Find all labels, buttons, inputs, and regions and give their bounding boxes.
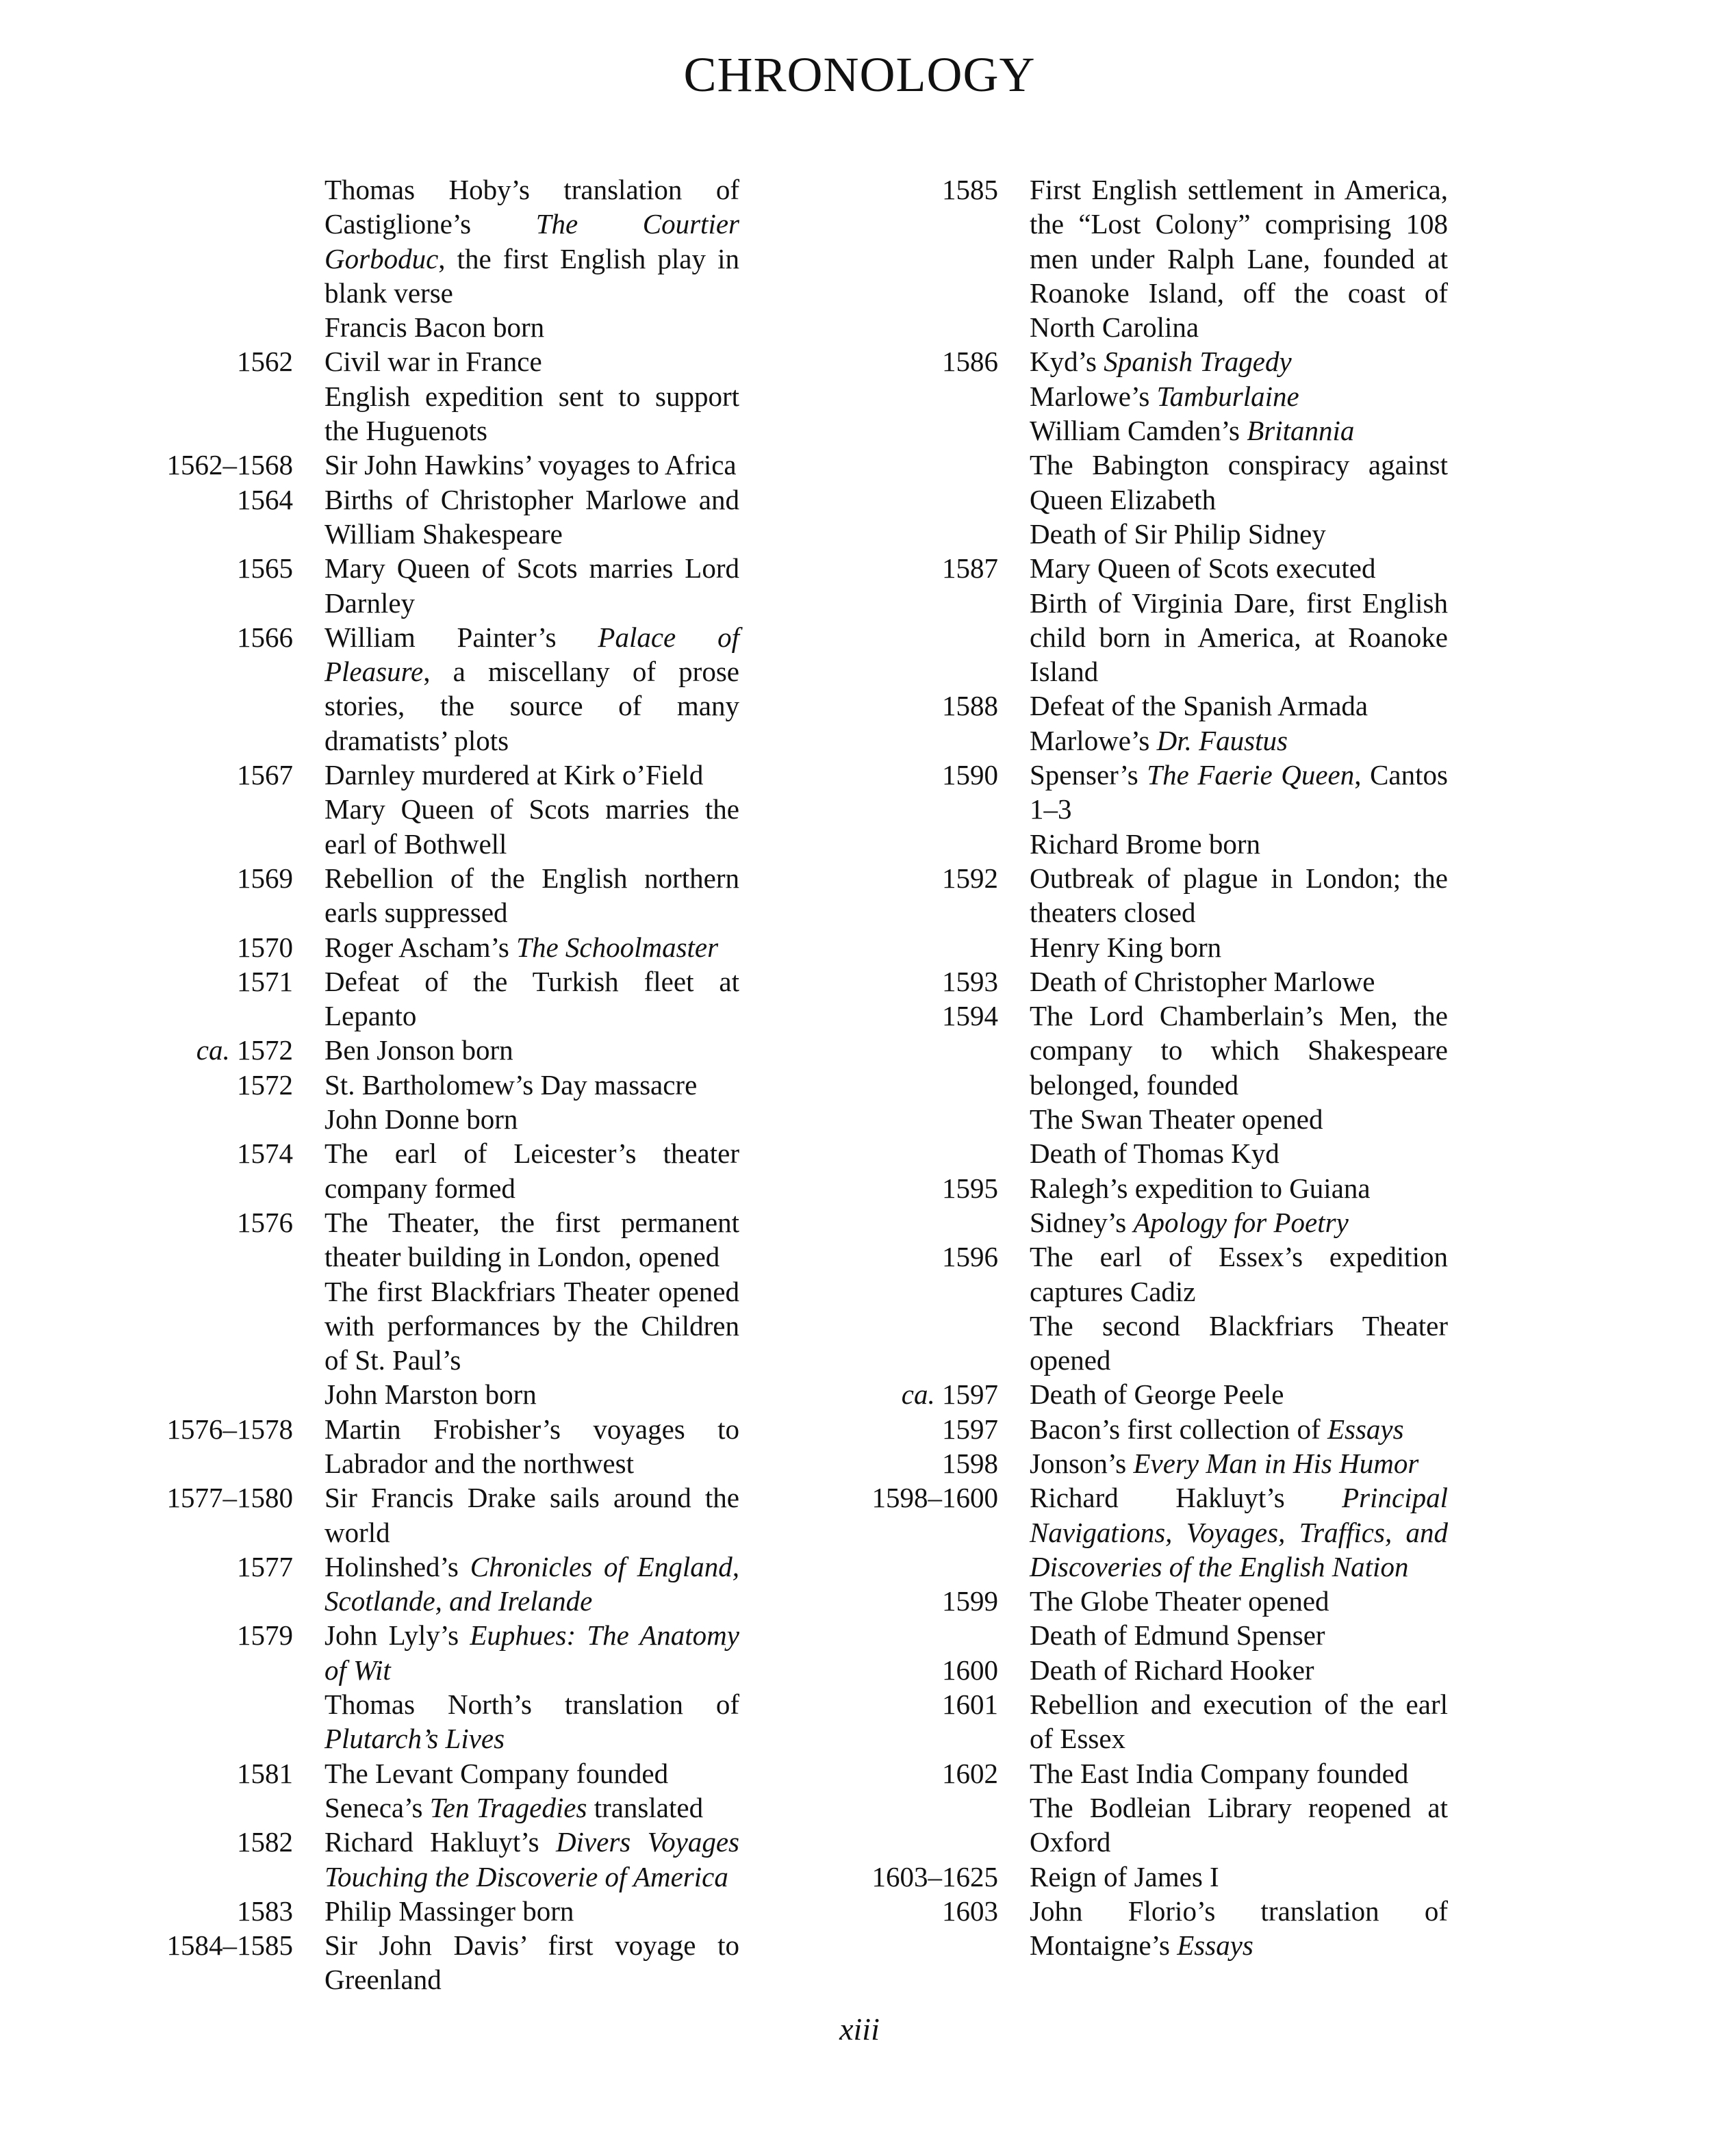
entry-year — [137, 1687, 293, 1756]
year-text: 1577–1580 — [166, 1482, 293, 1514]
entry-event: Civil war in France — [324, 346, 542, 378]
entry-event: Mary Queen of Scots marries Lord Darnley — [324, 552, 739, 619]
chronology-entry — [137, 1894, 739, 1928]
entry-year — [137, 1756, 293, 1791]
chronology-entry — [842, 551, 1448, 585]
entry-event: Bacon’s first collection of Essays — [1030, 1413, 1404, 1445]
entry-event: Mary Queen of Scots marries the earl of Bothwell — [324, 793, 739, 860]
year-text: 1574 — [237, 1138, 293, 1170]
entry-event: The Swan Theater opened — [1030, 1103, 1323, 1135]
entry-year — [842, 1687, 998, 1756]
entry-year — [842, 1756, 998, 1791]
year-text: 1562 — [237, 346, 293, 378]
entry-year — [137, 1033, 293, 1067]
year-text: 1576–1578 — [166, 1413, 293, 1445]
entry-year — [842, 723, 998, 758]
entry-event: William Camden’s Britannia — [1030, 415, 1355, 447]
entry-year — [137, 1825, 293, 1894]
entry-event: St. Bartholomew’s Day massacre — [324, 1068, 698, 1101]
chronology-entry — [842, 689, 1448, 723]
chronology-entry — [842, 1171, 1448, 1205]
year-text: 1586 — [942, 346, 998, 378]
entry-event: The East India Company founded — [1030, 1757, 1409, 1789]
entry-year — [842, 689, 998, 723]
year-text: 1598–1600 — [871, 1482, 998, 1514]
entry-year — [842, 1412, 998, 1446]
entry-year — [842, 1309, 998, 1378]
year-text: 1593 — [942, 965, 998, 997]
year-text: 1579 — [237, 1619, 293, 1652]
entry-event: John Donne born — [324, 1103, 518, 1135]
year-text: 1576 — [237, 1206, 293, 1238]
entry-year — [842, 1240, 998, 1309]
entry-year — [137, 1618, 293, 1687]
entry-event: The Theater, the first permanent theater building in London, opened — [324, 1206, 739, 1273]
entry-event: English expedition sent to support the Huguenots — [324, 380, 739, 447]
entry-year — [137, 620, 293, 758]
chronology-entry — [137, 448, 739, 482]
entry-year — [842, 1653, 998, 1687]
entry-event: Thomas North’s translation of Plutarch’s Lives — [324, 1689, 739, 1755]
entry-year — [842, 1446, 998, 1480]
entry-year — [842, 1102, 998, 1136]
entry-year — [842, 827, 998, 861]
entry-year — [137, 1102, 293, 1136]
year-text: 1572 — [237, 1068, 293, 1101]
entry-event: Ben Jonson born — [324, 1034, 513, 1066]
chronology-entry — [137, 792, 739, 861]
chronology-entry — [842, 413, 1448, 448]
entry-event: William Painter’s Palace of Pleasure, a miscellany of prose stories, the source of many dramatists’ plots — [324, 621, 739, 756]
year-text: 1569 — [237, 862, 293, 894]
chronology-left-column — [137, 172, 739, 1997]
entry-event: First English settlement in America, the “Lost Colony” comprising 108 men under Ralph Lane, founded at Roanoke Island, off the coast of North Carolina — [1030, 174, 1448, 344]
year-text: 1585 — [942, 174, 998, 205]
entry-year — [137, 964, 293, 1034]
entry-event: The first Blackfriars Theater opened with performances by the Children of St. Paul’s — [324, 1275, 739, 1376]
entry-year — [137, 1550, 293, 1619]
entry-event: The Lord Chamberlain’s Men, the company to which Shakespeare belonged, founded — [1030, 1000, 1448, 1101]
entry-year — [842, 517, 998, 551]
entry-year — [842, 379, 998, 413]
entry-event: Sir John Hawkins’ voyages to Africa — [324, 449, 737, 481]
year-text: 1566 — [237, 621, 293, 653]
chronology-entry — [842, 999, 1448, 1102]
year-text: 1596 — [942, 1241, 998, 1273]
year-text: 1581 — [237, 1757, 293, 1789]
year-text: 1592 — [942, 862, 998, 894]
entry-event: The earl of Essex’s expedition captures Cadiz — [1030, 1241, 1448, 1307]
chronology-entry — [842, 1205, 1448, 1240]
chronology-entry — [137, 1756, 739, 1791]
chronology-entry — [137, 551, 739, 620]
entry-year — [137, 310, 293, 344]
chronology-entry — [842, 1377, 1448, 1411]
chronology-entry — [842, 1653, 1448, 1687]
entry-year — [137, 1894, 293, 1928]
year-text: 1572 — [229, 1034, 293, 1066]
chronology-entry — [137, 1205, 739, 1274]
chronology-entry — [137, 1412, 739, 1481]
chronology-entry — [137, 1377, 739, 1411]
entry-event: Death of Edmund Spenser — [1030, 1619, 1325, 1652]
entry-year — [137, 930, 293, 964]
chronology-entry — [137, 1928, 739, 1997]
chronology-entry — [842, 1412, 1448, 1446]
entry-event: Rebellion of the English northern earls suppressed — [324, 862, 739, 929]
entry-event: John Lyly’s Euphues: The Anatomy of Wit — [324, 1619, 739, 1686]
chronology-entry — [137, 758, 739, 792]
chronology-entry — [137, 310, 739, 344]
chronology-entry — [137, 964, 739, 1034]
entry-event: Death of Thomas Kyd — [1030, 1138, 1279, 1170]
entry-year — [842, 1480, 998, 1584]
entry-event: Francis Bacon born — [324, 311, 545, 344]
chronology-entry — [842, 1136, 1448, 1170]
chronology-entry — [842, 827, 1448, 861]
chronology-entry — [137, 930, 739, 964]
entry-event: Death of Christopher Marlowe — [1030, 965, 1375, 997]
year-text: 1599 — [942, 1585, 998, 1617]
chronology-entry — [842, 379, 1448, 413]
year-text: 1583 — [237, 1895, 293, 1927]
chronology-entry — [842, 1309, 1448, 1378]
year-text: 1602 — [942, 1757, 998, 1789]
entry-year — [137, 1068, 293, 1102]
entry-event: Roger Ascham’s The Schoolmaster — [324, 931, 719, 963]
entry-year — [842, 172, 998, 344]
year-text: 1564 — [237, 483, 293, 515]
year-text: 1565 — [237, 552, 293, 585]
entry-year — [137, 792, 293, 861]
year-text: 1594 — [942, 1000, 998, 1032]
chronology-entry — [137, 1068, 739, 1102]
chronology-entry — [137, 1102, 739, 1136]
year-text: 1597 — [942, 1413, 998, 1445]
entry-event: Death of George Peele — [1030, 1378, 1284, 1411]
entry-event: Birth of Virginia Dare, first English child born in America, at Roanoke Island — [1030, 587, 1448, 688]
year-text: 1597 — [934, 1378, 998, 1411]
chronology-entry — [137, 1825, 739, 1894]
year-text: 1582 — [237, 1826, 293, 1858]
entry-year — [842, 344, 998, 378]
entry-year — [842, 448, 998, 517]
entry-event: The Bodleian Library reopened at Oxford — [1030, 1791, 1448, 1858]
entry-year — [842, 586, 998, 689]
page-number: xiii — [839, 2012, 880, 2046]
entry-year — [137, 1205, 293, 1274]
chronology-right-column — [842, 172, 1448, 1962]
entry-event: Rebellion and execution of the earl of Essex — [1030, 1689, 1448, 1755]
entry-year — [137, 1791, 293, 1825]
year-text: 1603 — [942, 1895, 998, 1927]
year-text: 1588 — [942, 690, 998, 722]
chronology-entry — [137, 483, 739, 552]
entry-event: Jonson’s Every Man in His Humor — [1030, 1447, 1419, 1479]
chronology-entry — [842, 1894, 1448, 1963]
chronology-entry — [842, 1860, 1448, 1894]
entry-event: Ralegh’s expedition to Guiana — [1030, 1172, 1371, 1204]
year-text: 1603–1625 — [871, 1860, 998, 1892]
chronology-entry — [137, 1274, 739, 1378]
entry-year — [842, 930, 998, 964]
entry-year — [137, 448, 293, 482]
entry-year — [842, 758, 998, 827]
entry-year — [137, 758, 293, 792]
entry-event: Richard Brome born — [1030, 827, 1261, 860]
chronology-entry — [137, 1136, 739, 1205]
entry-event: Marlowe’s Dr. Faustus — [1030, 724, 1288, 756]
chronology-entry — [842, 1240, 1448, 1309]
entry-event: Richard Hakluyt’s Principal Navigations, Voyages, Traffics, and Discoveries of the English Nation — [1030, 1482, 1448, 1582]
entry-event: Death of Sir Philip Sidney — [1030, 517, 1326, 550]
entry-event: Death of Richard Hooker — [1030, 1654, 1314, 1686]
entry-event: Defeat of the Spanish Armada — [1030, 690, 1368, 722]
year-text: 1598 — [942, 1447, 998, 1479]
entry-year — [842, 1791, 998, 1860]
entry-year — [842, 1894, 998, 1963]
chronology-entry — [137, 1791, 739, 1825]
chronology-entry — [842, 1791, 1448, 1860]
entry-year — [137, 172, 293, 310]
chronology-entry — [842, 1584, 1448, 1618]
chronology-entry — [842, 1446, 1448, 1480]
circa-marker: ca. — [196, 1034, 230, 1066]
entry-year — [842, 551, 998, 585]
chronology-entry — [137, 861, 739, 930]
entry-event: The Levant Company founded — [324, 1757, 669, 1789]
entry-year — [137, 379, 293, 448]
entry-year — [137, 344, 293, 378]
chronology-entry — [842, 930, 1448, 964]
chronology-entry — [842, 172, 1448, 344]
chronology-entry — [842, 586, 1448, 689]
chronology-entry — [842, 344, 1448, 378]
chronology-entry — [842, 1618, 1448, 1652]
entry-event: Holinshed’s Chronicles of England, Scotlande, and Irelande — [324, 1550, 739, 1617]
year-text: 1562–1568 — [166, 449, 293, 481]
chronology-entry — [137, 1480, 739, 1550]
entry-event: Thomas Hoby’s translation of Castiglione’s The Courtier Gorboduc, the first English play in blank verse — [324, 174, 739, 309]
entry-year — [842, 999, 998, 1102]
page-title: CHRONOLOGY — [683, 47, 1036, 102]
entry-year — [842, 1205, 998, 1240]
entry-year — [137, 1928, 293, 1997]
chronology-entry — [137, 1687, 739, 1756]
entry-event: Mary Queen of Scots executed — [1030, 552, 1376, 585]
entry-event: Sir John Davis’ first voyage to Greenland — [324, 1929, 739, 1996]
entry-event: John Marston born — [324, 1378, 537, 1411]
year-text: 1601 — [942, 1689, 998, 1721]
chronology-entry — [842, 448, 1448, 517]
chronology-entry — [842, 517, 1448, 551]
year-text: 1590 — [942, 759, 998, 791]
entry-year — [842, 1377, 998, 1411]
entry-year — [137, 861, 293, 930]
entry-year — [137, 1274, 293, 1378]
entry-year — [137, 1136, 293, 1205]
entry-year — [842, 1171, 998, 1205]
entry-year — [842, 964, 998, 999]
entry-year — [137, 483, 293, 552]
chronology-entry — [137, 620, 739, 758]
entry-event: Births of Christopher Marlowe and William Shakespeare — [324, 483, 739, 550]
chronology-entry — [137, 379, 739, 448]
chronology-entry — [137, 1033, 739, 1067]
entry-event: Outbreak of plague in London; the theaters closed — [1030, 862, 1448, 929]
circa-marker: ca. — [901, 1378, 935, 1411]
entry-event: Marlowe’s Tamburlaine — [1030, 380, 1299, 412]
chronology-entry — [137, 172, 739, 310]
year-text: 1577 — [237, 1550, 293, 1582]
entry-year — [137, 1480, 293, 1550]
entry-year — [842, 1618, 998, 1652]
chronology-entry — [137, 1618, 739, 1687]
entry-event: John Florio’s translation of Montaigne’s Essays — [1030, 1895, 1448, 1962]
year-text: 1595 — [942, 1172, 998, 1204]
entry-event: Sidney’s Apology for Poetry — [1030, 1206, 1349, 1238]
chronology-entry — [137, 1550, 739, 1619]
entry-event: Martin Frobisher’s voyages to Labrador and the northwest — [324, 1413, 739, 1479]
year-text: 1584–1585 — [166, 1929, 293, 1962]
entry-event: Henry King born — [1030, 931, 1222, 963]
chronology-entry — [842, 1756, 1448, 1791]
year-text: 1600 — [942, 1654, 998, 1686]
entry-year — [842, 1860, 998, 1894]
entry-event: Kyd’s Spanish Tragedy — [1030, 346, 1292, 378]
entry-event: Darnley murdered at Kirk o’Field — [324, 759, 704, 791]
entry-year — [842, 413, 998, 448]
entry-event: Sir Francis Drake sails around the world — [324, 1482, 739, 1548]
year-text: 1567 — [237, 759, 293, 791]
entry-event: Defeat of the Turkish fleet at Lepanto — [324, 965, 739, 1032]
entry-event: Richard Hakluyt’s Divers Voyages Touching the Discoverie of America — [324, 1826, 739, 1892]
chronology-entry — [842, 1480, 1448, 1584]
chronology-entry — [842, 861, 1448, 930]
chronology-entry — [842, 1102, 1448, 1136]
chronology-entry — [842, 1687, 1448, 1756]
entry-event: Seneca’s Ten Tragedies translated — [324, 1791, 704, 1823]
entry-year — [842, 1584, 998, 1618]
year-text: 1571 — [237, 965, 293, 997]
year-text: 1587 — [942, 552, 998, 585]
year-text: 1570 — [237, 931, 293, 963]
entry-year — [842, 861, 998, 930]
entry-event: Spenser’s The Faerie Queen, Cantos 1–3 — [1030, 759, 1448, 825]
entry-year — [137, 1412, 293, 1481]
entry-event: Philip Massinger born — [324, 1895, 574, 1927]
entry-year — [137, 1377, 293, 1411]
chronology-entry — [842, 723, 1448, 758]
entry-event: The second Blackfriars Theater opened — [1030, 1309, 1448, 1376]
entry-event: The Babington conspiracy against Queen Elizabeth — [1030, 449, 1448, 515]
entry-year — [137, 551, 293, 620]
entry-event: The Globe Theater opened — [1030, 1585, 1329, 1617]
entry-event: The earl of Leicester’s theater company formed — [324, 1138, 739, 1204]
chronology-entry — [842, 758, 1448, 827]
chronology-entry — [842, 964, 1448, 999]
entry-year — [842, 1136, 998, 1170]
chronology-entry — [137, 344, 739, 378]
entry-event: Reign of James I — [1030, 1860, 1219, 1892]
